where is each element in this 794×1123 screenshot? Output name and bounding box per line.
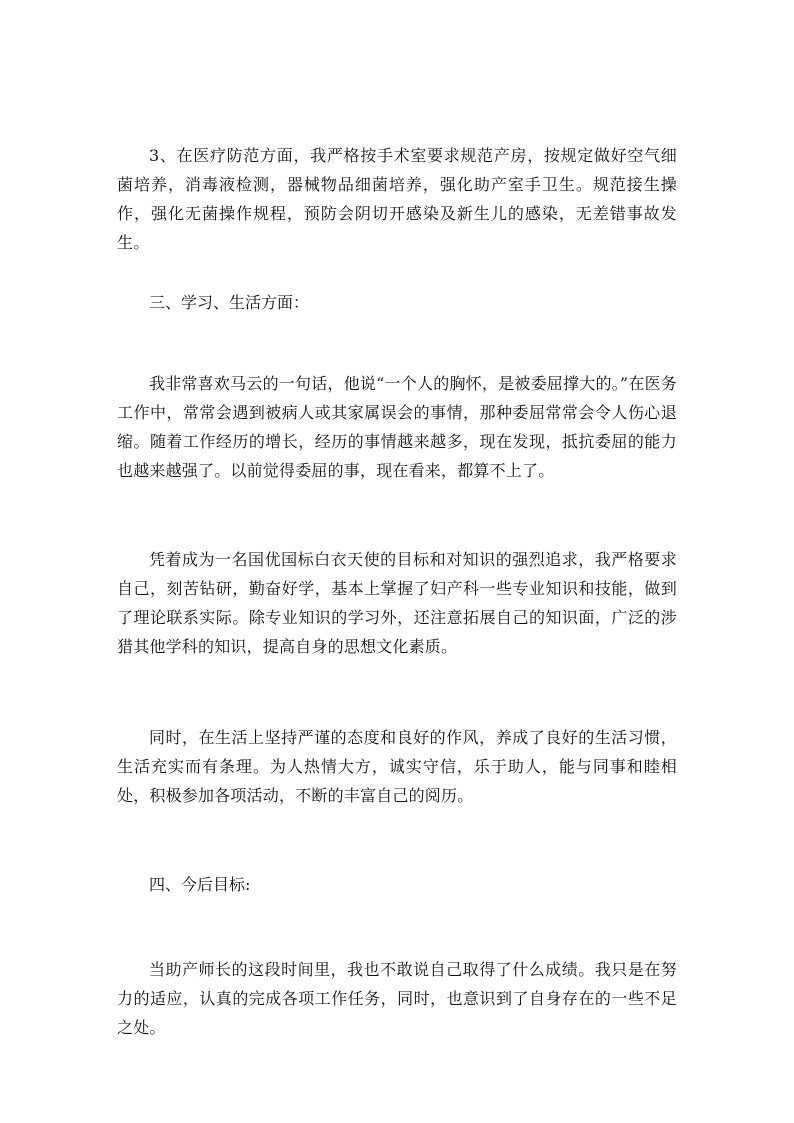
paragraph-medical-prevention: 3、在医疗防范方面，我严格按手术室要求规范产房，按规定做好空气细菌培养，消毒液检测，器械物品细菌培养，强化助产室手卫生。规范接生操作，强化无菌操作规程，预防会阴切开感染及新生儿的感染，无差错事故发生。 bbox=[117, 146, 677, 252]
paragraph-life-habits: 同时，在生活上坚持严谨的态度和良好的作风，养成了良好的生活习惯，生活充实而有条理。为人热情大方，诚实守信，乐于助人，能与同事和睦相处，积极参加各项活动，不断的丰富自己的阅历。 bbox=[117, 728, 677, 805]
paragraph-knowledge-pursuit: 凭着成为一名国优国标白衣天使的目标和对知识的强烈追求，我严格要求自己，刻苦钻研，勤奋好学，基本上掌握了妇产科一些专业知识和技能，做到了理论联系实际。除专业知识的学习外，还注意拓展自己的知识面，广泛的涉猎其他学科的知识，提高自身的思想文化素质。 bbox=[117, 550, 677, 656]
section-heading-future-goals: 四、今后目标: bbox=[149, 875, 251, 894]
paragraph-grievance-quote: 我非常喜欢马云的一句话，他说“一个人的胸怀，是被委屈撑大的。”在医务工作中，常常会遇到被病人或其家属误会的事情，那种委屈常常会令人伤心退缩。随着工作经历的增长，经历的事情越来越多，现在发现，抵抗委屈的能力也越来越强了。以前觉得委屈的事，现在看来，都算不上了。 bbox=[117, 374, 677, 480]
paragraph-head-midwife-period: 当助产师长的这段时间里，我也不敢说自己取得了什么成绩。我只是在努力的适应，认真的完成各项工作任务，同时，也意识到了自身存在的一些不足之处。 bbox=[117, 960, 677, 1037]
section-heading-study-life: 三、学习、生活方面： bbox=[149, 293, 310, 312]
